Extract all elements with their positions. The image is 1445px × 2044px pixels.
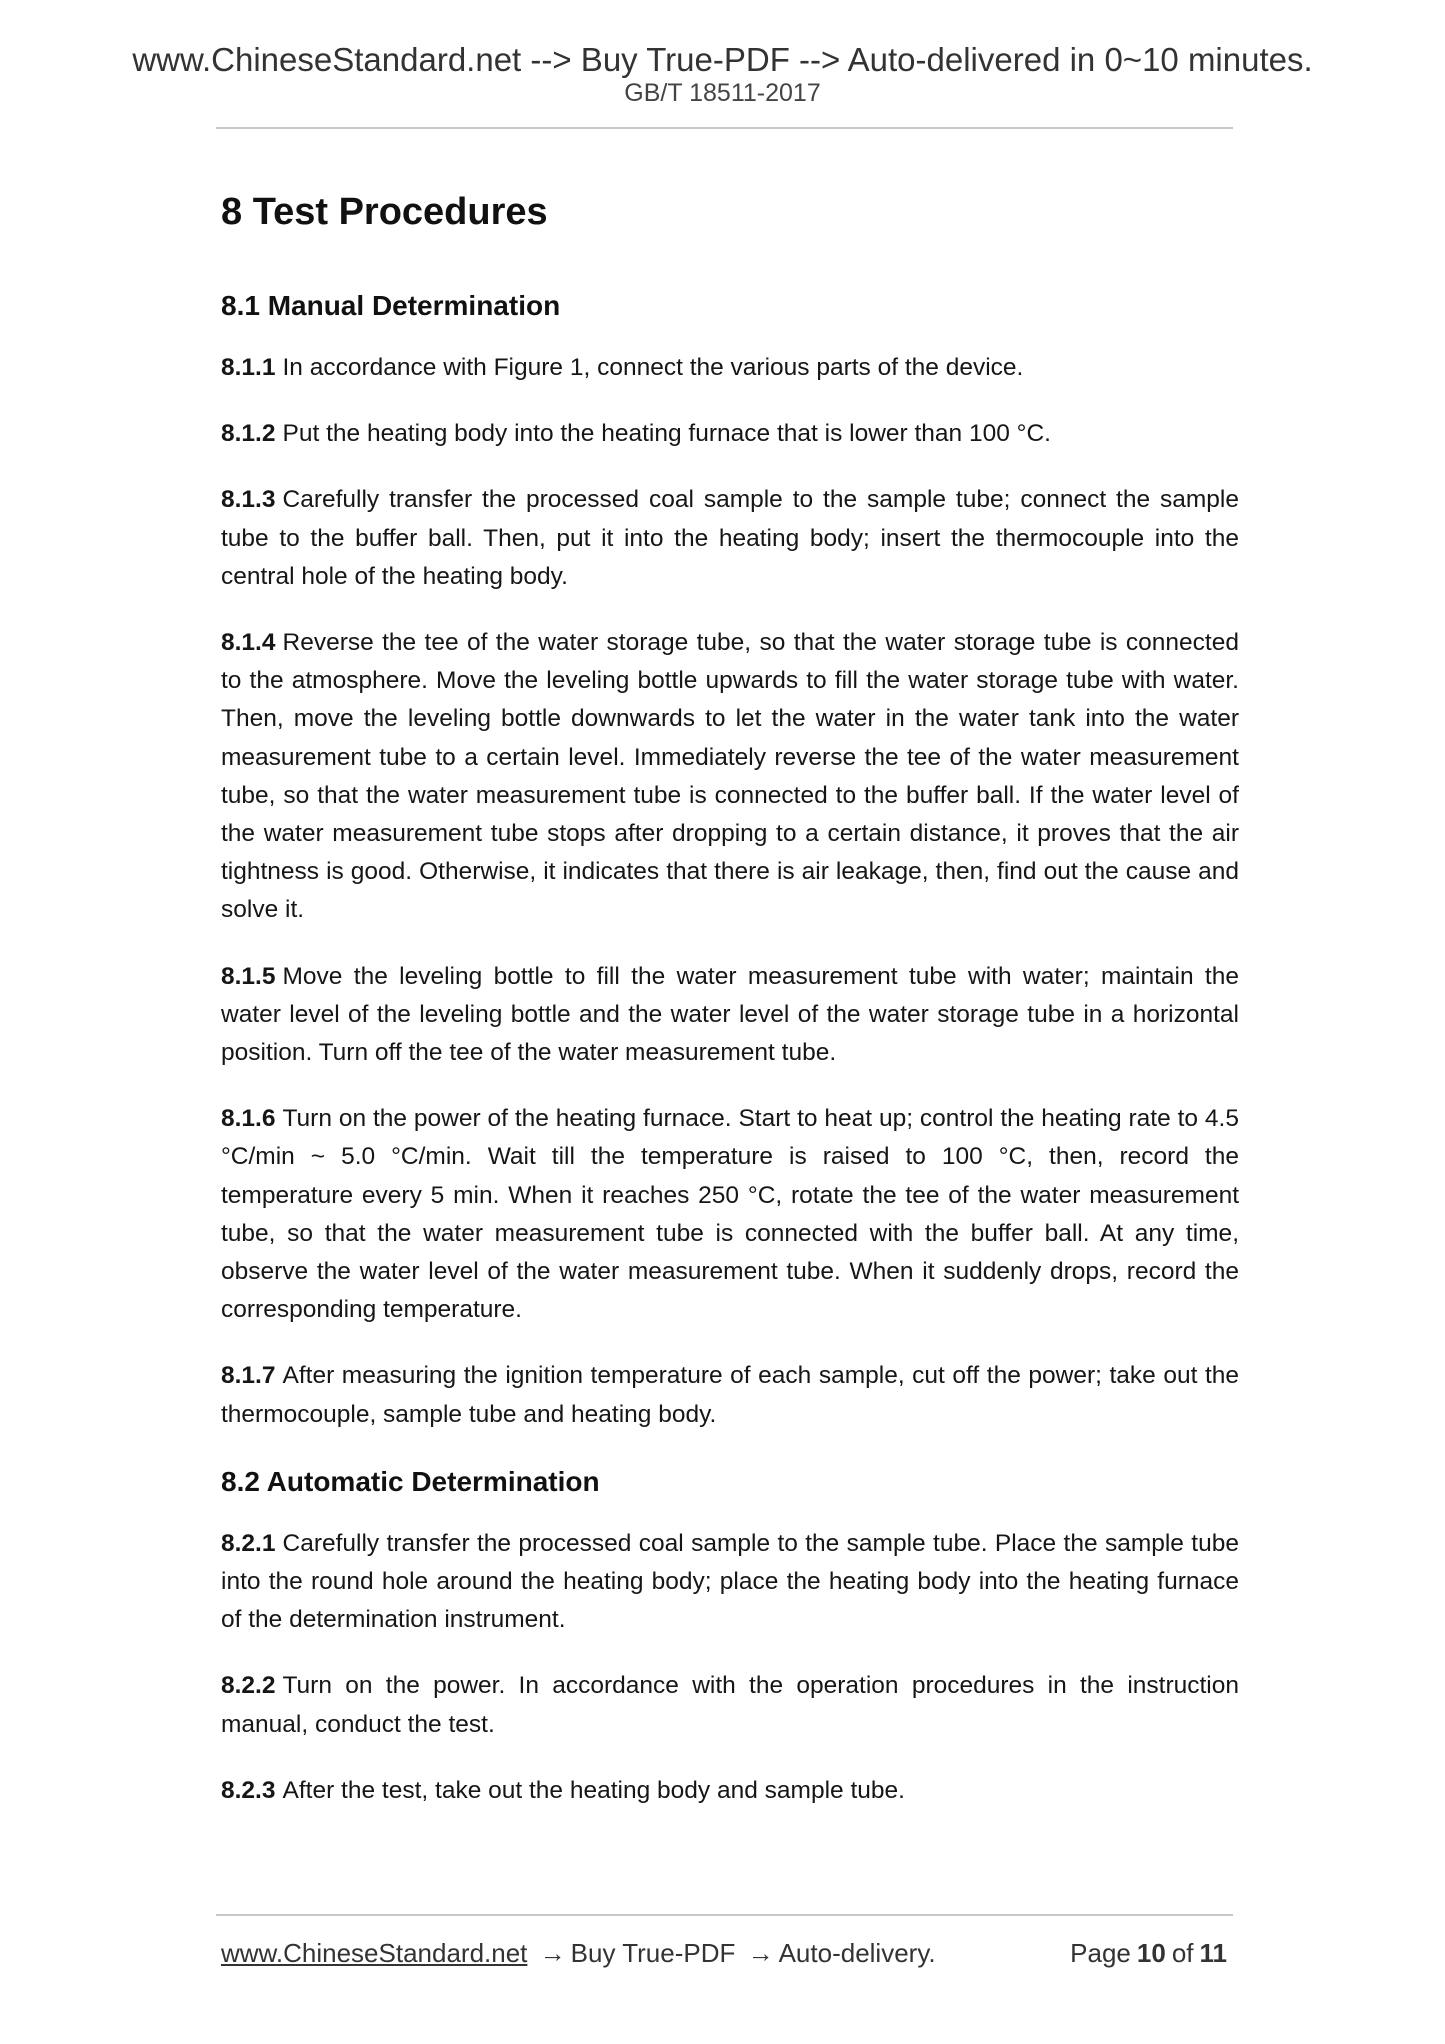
footer-website-link[interactable]: www.ChineseStandard.net	[221, 1938, 528, 1968]
header-divider	[216, 127, 1233, 129]
clause-number: 8.2.2	[221, 1672, 276, 1700]
arrow-right-icon: →	[747, 1938, 774, 1968]
clause-text: Carefully transfer the processed coal sample to the sample tube. Place the sample tube into the round hole around the heating body; place the heating body into the heating furnace of the determination instrument.	[221, 1529, 1239, 1634]
clause-8-1-4	[221, 624, 1239, 930]
page-total: 11	[1199, 1938, 1227, 1968]
clause-8-1-7	[221, 1357, 1239, 1433]
clause-8-1-5	[221, 958, 1239, 1073]
clause-number: 8.1.7	[221, 1362, 276, 1390]
page-word: Page	[1070, 1938, 1131, 1968]
clause-text: After the test, take out the heating body and sample tube.	[282, 1776, 905, 1804]
page-current: 10	[1136, 1938, 1166, 1968]
page-of: of	[1171, 1938, 1194, 1968]
page-number	[1070, 1933, 1233, 1973]
clause-8-2-2	[221, 1667, 1239, 1743]
clause-number: 8.1.6	[221, 1105, 276, 1133]
clause-text: Put the heating body into the heating furnace that is lower than 100 °C.	[282, 420, 1051, 448]
clause-8-1-6	[221, 1100, 1239, 1329]
clause-8-2-1	[221, 1525, 1239, 1640]
clause-number: 8.1.2	[221, 420, 276, 448]
clause-number: 8.2.3	[221, 1776, 276, 1804]
arrow-right-icon: →	[539, 1938, 566, 1968]
clause-number: 8.1.3	[221, 486, 276, 514]
page-footer	[221, 1933, 1233, 1973]
header-banner: www.ChineseStandard.net --> Buy True-PDF --> Auto-delivered in 0~10 minutes.	[132, 41, 1313, 78]
section-title: 8 Test Procedures	[221, 191, 548, 233]
footer-divider	[216, 1914, 1233, 1916]
clause-8-1-1	[221, 349, 1239, 387]
clause-text: Turn on the power. In accordance with the operation procedures in the instruction manual, conduct the test.	[221, 1672, 1239, 1738]
clause-number: 8.1.1	[221, 354, 276, 381]
clause-number: 8.1.5	[221, 962, 276, 990]
clause-number: 8.1.4	[221, 629, 276, 657]
clause-text: Carefully transfer the processed coal sample to the sample tube; connect the sample tube to the buffer ball. Then, put it into the heating body; insert the thermocouple into the central hole of the heating body.	[221, 486, 1239, 590]
clause-text: After measuring the ignition temperature of each sample, cut off the power; take out the thermocouple, sample tube and heating body.	[221, 1362, 1239, 1428]
page-content	[221, 182, 1239, 1838]
clause-text: Turn on the power of the heating furnace. Start to heat up; control the heating rate to 4.5 °C/min ~ 5.0 °C/min. Wait till the temperature is raised to 100 °C, then, record the temperature every 5 min. When it reaches 250 °C, rotate the tee of the water measurement tube, so that the water measurement tube is connected with the buffer ball. At any time, observe the water level of the water measurement tube. When it suddenly drops, record the corresponding temperature.	[221, 1105, 1239, 1324]
subsection-title-8-1: 8.1 Manual Determination	[221, 290, 561, 321]
document-id: GB/T 18511-2017	[624, 79, 821, 107]
clause-8-1-3	[221, 481, 1239, 596]
clause-8-2-3	[221, 1772, 1239, 1810]
footer-delivery-text: Auto-delivery.	[778, 1938, 936, 1968]
footer-buy-text: Buy True-PDF	[570, 1938, 736, 1968]
clause-text: Reverse the tee of the water storage tube, so that the water storage tube is connected to the atmosphere. Move the leveling bottle upwards to fill the water storage tube with water. Then, move the leveling bottle downwards to let the water in the water tank into the water measurement tube to a certain level. Immediately reverse the tee of the water measurement tube, so that the water measurement tube is connected to the buffer ball. If the water level of the water measurement tube stops after dropping to a certain distance, it proves that the air tightness is good. Otherwise, it indicates that there is air leakage, then, find out the cause and solve it.	[221, 629, 1239, 924]
clause-text: In accordance with Figure 1, connect the various parts of the device.	[282, 354, 1024, 381]
clause-text: Move the leveling bottle to fill the water measurement tube with water; maintain the water level of the leveling bottle and the water level of the water storage tube in a horizontal position. Turn off the tee of the water measurement tube.	[221, 962, 1239, 1067]
clause-number: 8.2.1	[221, 1529, 276, 1557]
clause-8-1-2	[221, 415, 1239, 453]
subsection-title-8-2: 8.2 Automatic Determination	[221, 1465, 600, 1497]
